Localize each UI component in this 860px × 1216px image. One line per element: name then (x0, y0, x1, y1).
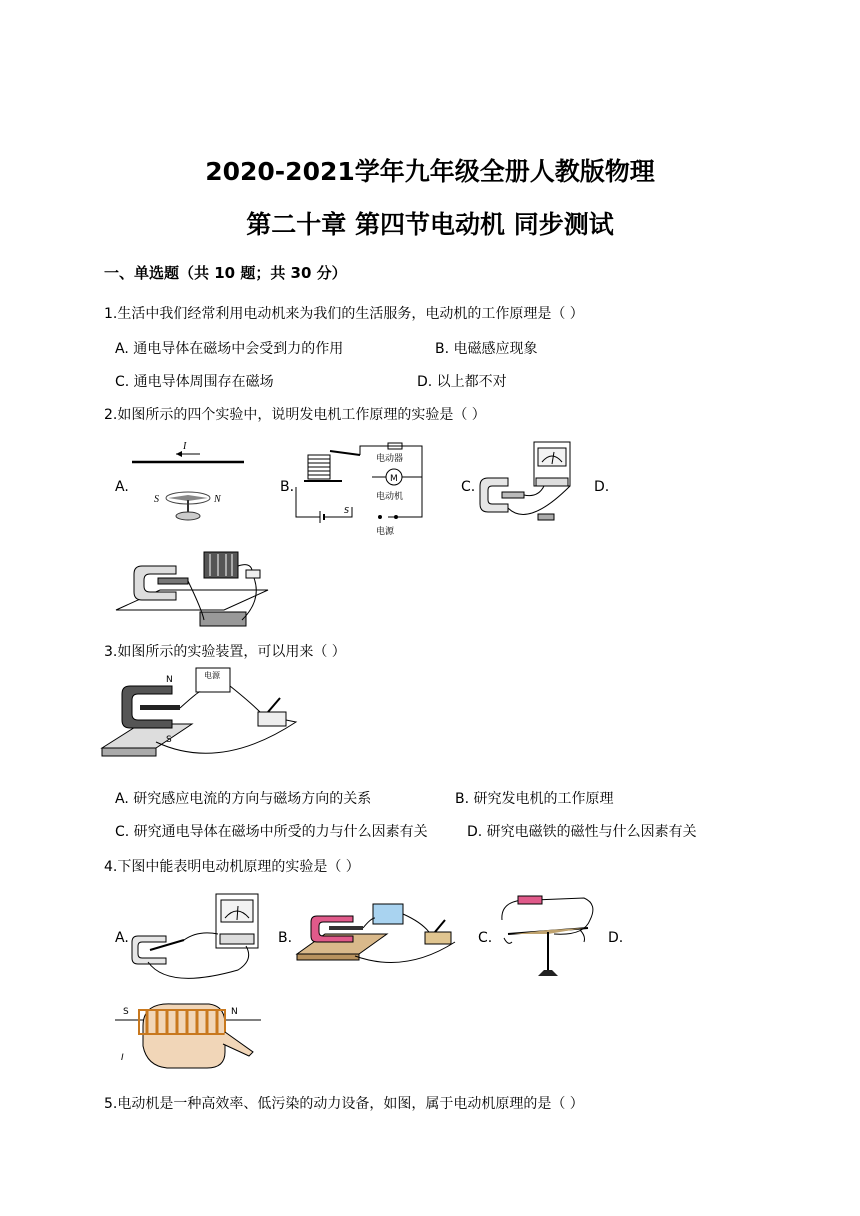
q3-fig-s-label: S (166, 735, 172, 745)
q3-fig-power-label: 电源 (204, 671, 220, 680)
q2-figure-d (112, 540, 272, 632)
doc-title-line1: 2020-2021学年九年级全册人教版物理 (205, 157, 655, 186)
q2-figb-power-label: 电源 (376, 527, 395, 537)
q1-option-d: D. 以上都不对 (417, 374, 507, 390)
q4-figd-n-label: N (231, 1007, 238, 1017)
q2-option-b: B. (280, 479, 295, 495)
q2-figa-s-label: S (154, 494, 159, 505)
q2-figure-b (292, 437, 432, 537)
q2-option-a: A. (115, 479, 129, 495)
q4-figd-i-label: I (121, 1053, 124, 1063)
q4-option-a: A. (115, 930, 129, 946)
q4-figure-b (295, 898, 463, 970)
q2-figure-c (478, 438, 583, 528)
q3-option-d: D. 研究电磁铁的磁性与什么因素有关 (467, 824, 697, 840)
question-1-stem: 1.生活中我们经常利用电动机来为我们的生活服务，电动机的工作原理是（ ） (104, 306, 584, 322)
q3-fig-n-label: N (166, 675, 173, 685)
q2-option-d: D. (594, 479, 610, 495)
q3-option-a: A. 研究感应电流的方向与磁场方向的关系 (115, 791, 372, 807)
q4-option-c: C. (478, 930, 493, 946)
section-heading: 一、单选题（共 10 题；共 30 分） (104, 264, 347, 282)
q2-figa-n-label: N (214, 494, 221, 505)
q1-option-b: B. 电磁感应现象 (435, 341, 538, 357)
q1-option-c: C. 通电导体周围存在磁场 (115, 374, 274, 390)
question-4-stem: 4.下图中能表明电动机原理的实验是（ ） (104, 859, 360, 875)
q3-option-c: C. 研究通电导体在磁场中所受的力与什么因素有关 (115, 824, 428, 840)
q2-figb-relay-label: 电动器 (376, 454, 404, 464)
question-3-stem: 3.如图所示的实验装置，可以用来（ ） (104, 644, 346, 660)
q4-figure-a (128, 890, 263, 985)
q2-figa-current-label: I (183, 441, 187, 452)
q2-figb-s-label: S (344, 506, 350, 515)
question-2-stem: 2.如图所示的四个实验中，说明发电机工作原理的实验是（ ） (104, 407, 486, 423)
q3-figure (100, 662, 300, 777)
q2-figb-m-label: M (390, 474, 398, 484)
doc-title-line2: 第二十章 第四节电动机 同步测试 (246, 210, 614, 239)
q4-option-d: D. (608, 930, 624, 946)
q4-option-b: B. (278, 930, 293, 946)
q2-figure-a (128, 440, 248, 525)
q4-figure-c (494, 890, 599, 982)
q4-figure-d (113, 996, 263, 1076)
q4-figd-s-label: S (123, 1007, 129, 1017)
q2-option-c: C. (461, 479, 476, 495)
q1-option-a: A. 通电导体在磁场中会受到力的作用 (115, 341, 344, 357)
q2-figb-motor-label: 电动机 (376, 492, 404, 502)
question-5-stem: 5.电动机是一种高效率、低污染的动力设备，如图，属于电动机原理的是（ ） (104, 1096, 584, 1112)
q3-option-b: B. 研究发电机的工作原理 (455, 791, 614, 807)
